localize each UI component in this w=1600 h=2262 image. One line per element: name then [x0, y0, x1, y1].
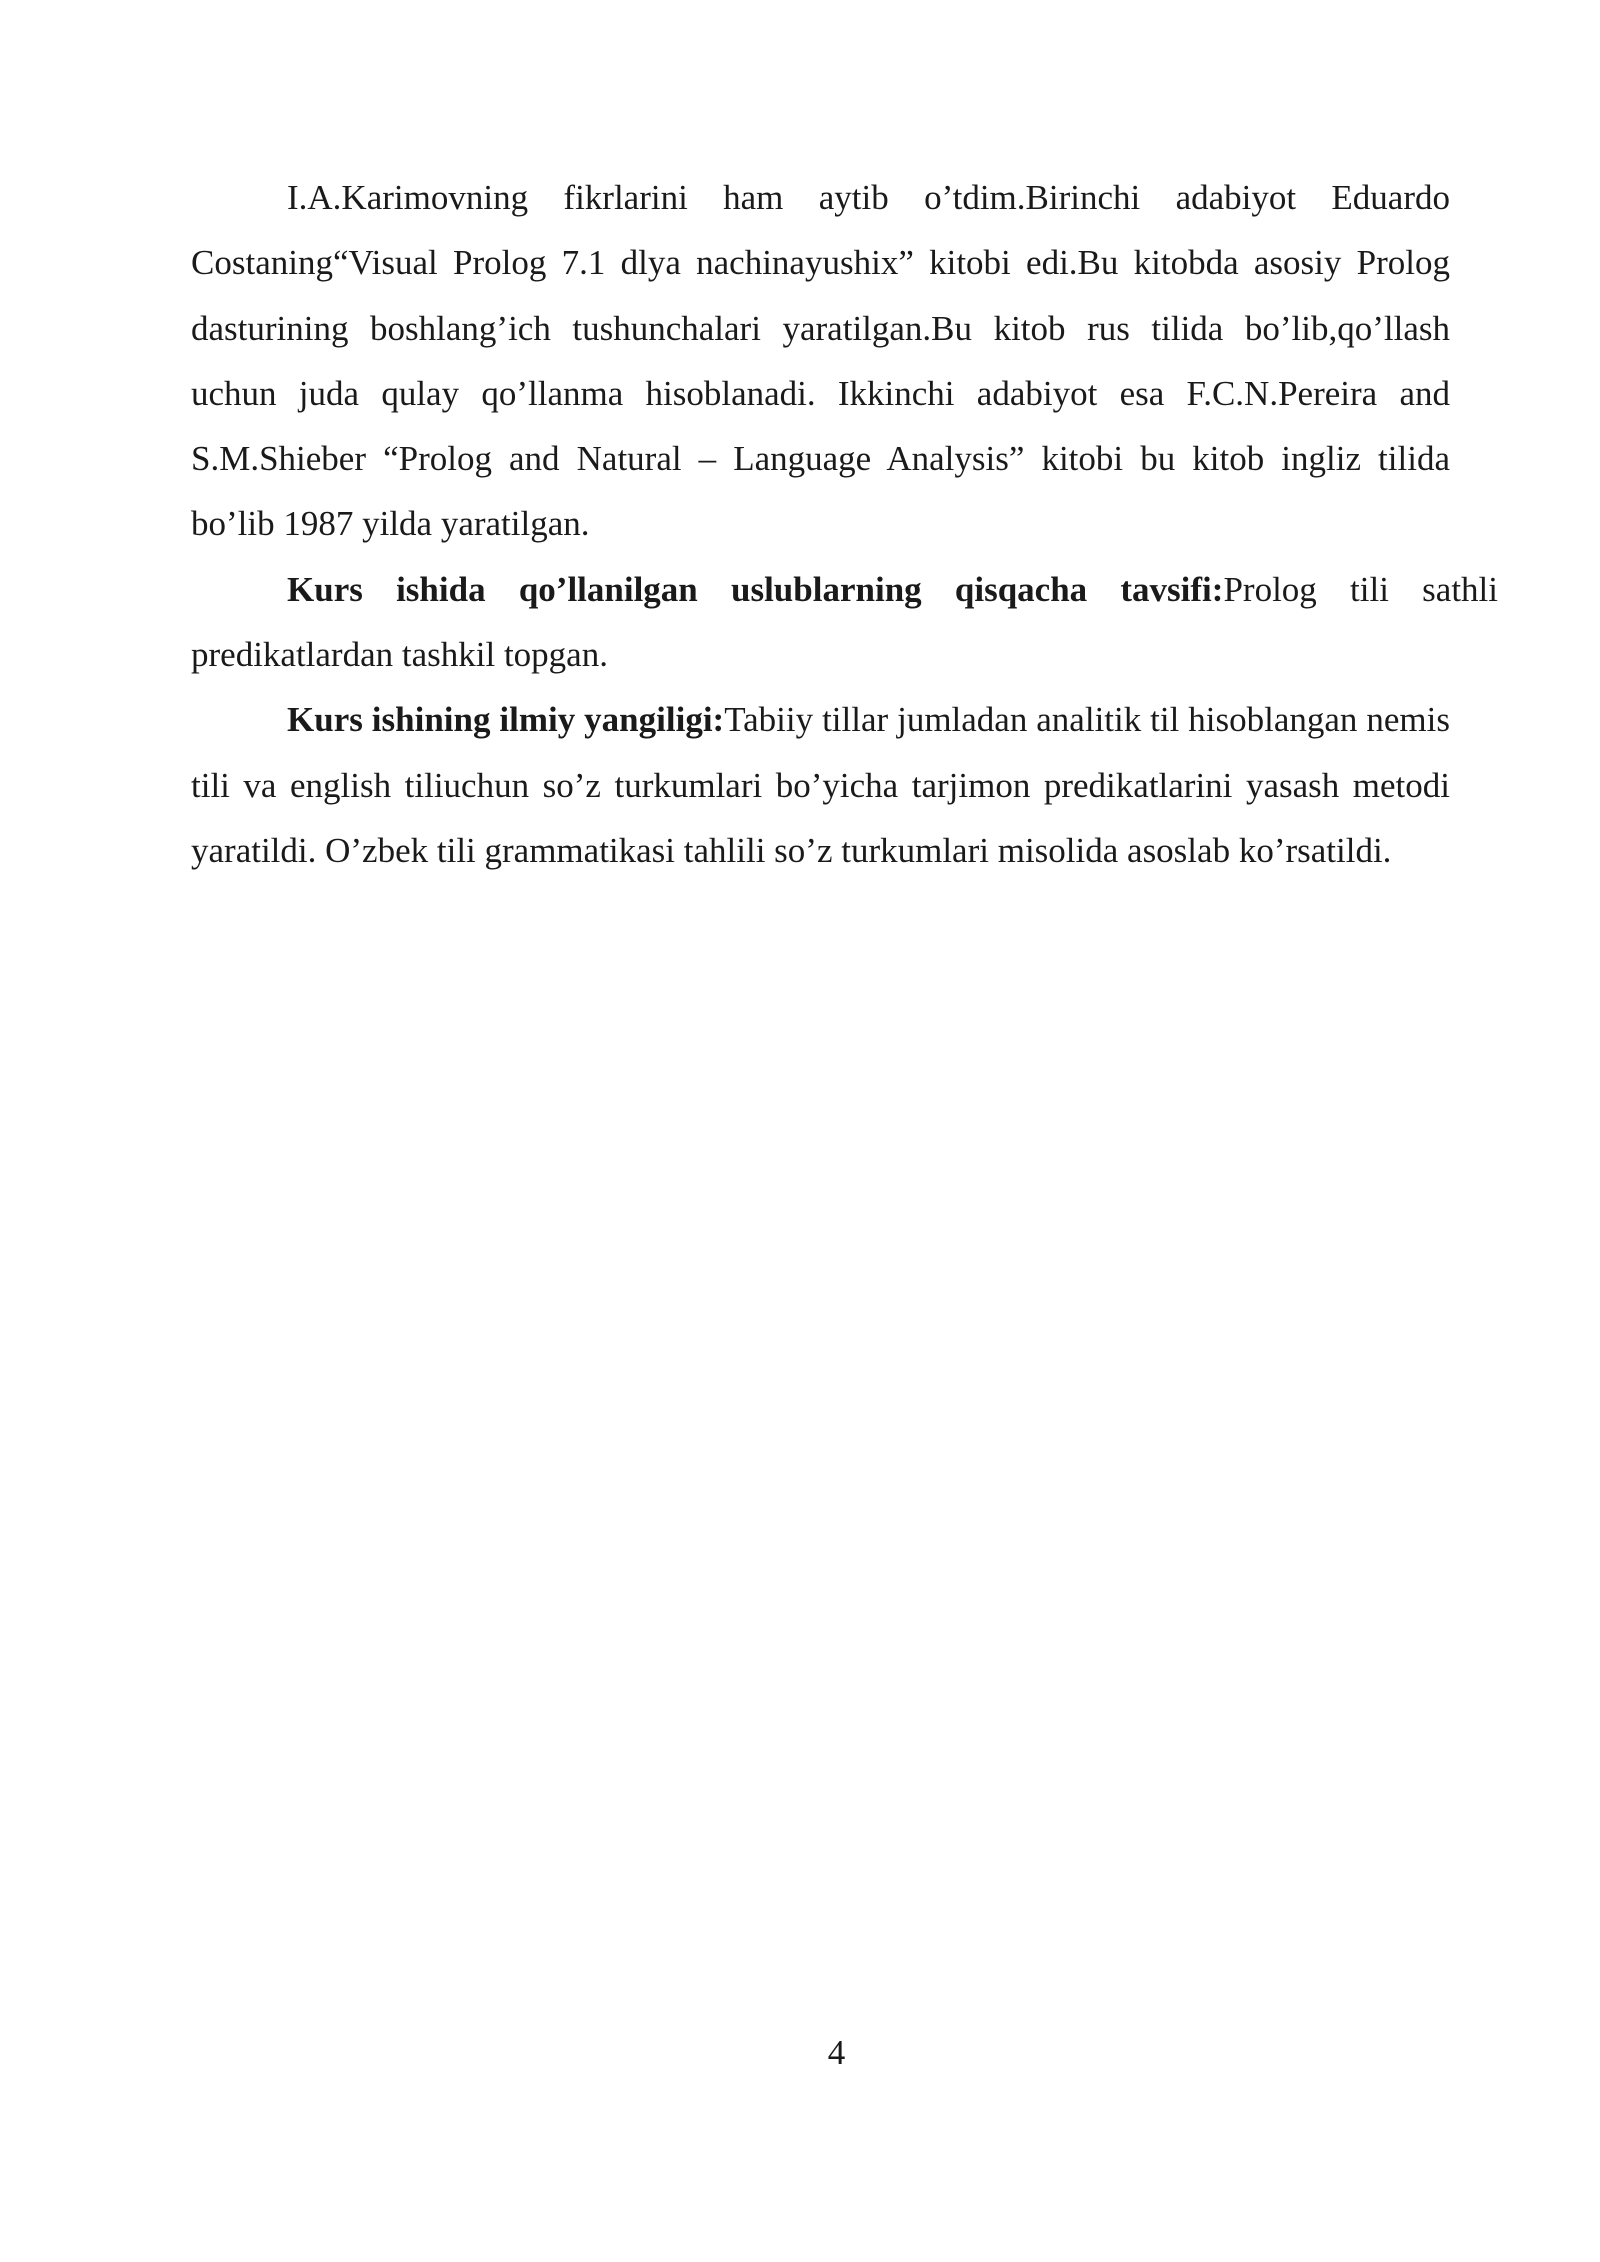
paragraph-methods — [191, 557, 1498, 688]
paragraph-text: Tabiiy tillar jumladan analitik til hisoblangan nemis tili va english tiliuchun so’z turkumlari bo’yicha tarjimon predikatlarini yasash metodi yaratildi. O’zbek tili grammatikasi tahlili so’z turkumlari misolida asoslab ko’rsatildi. — [191, 700, 1450, 870]
paragraph-heading-novelty: Kurs ishining ilmiy yangiligi: — [287, 700, 725, 740]
paragraph-text: I.A.Karimovning fikrlarini ham aytib o’tdim.Birinchi adabiyot Eduardo Costaning“Visual Prolog 7.1 dlya nachinayushix” kitobi edi.Bu kitobda asosiy Prolog dasturining boshlang’ich tushunchalari yaratilgan.Bu kitob rus tilida bo’lib,qo’llash uchun juda qulay qo’llanma hisoblanadi. Ikkinchi adabiyot esa F.C.N.Pereira and S.M.Shieber “Prolog and Natural – Language Analysis” kitobi bu kitob ingliz tilida bo’lib 1987 yilda yaratilgan. — [191, 178, 1450, 544]
page-number: 4 — [827, 2033, 846, 2072]
paragraph-literature-review — [191, 165, 1450, 557]
body-text — [191, 165, 1498, 883]
paragraph-heading-methods: Kurs ishida qo’llanilgan uslublarning qisqacha tavsifi: — [287, 569, 1224, 609]
paragraph-text: Prolog tili sathli predikatlardan tashkil topgan. — [191, 569, 1498, 675]
paragraph-novelty — [191, 687, 1450, 883]
